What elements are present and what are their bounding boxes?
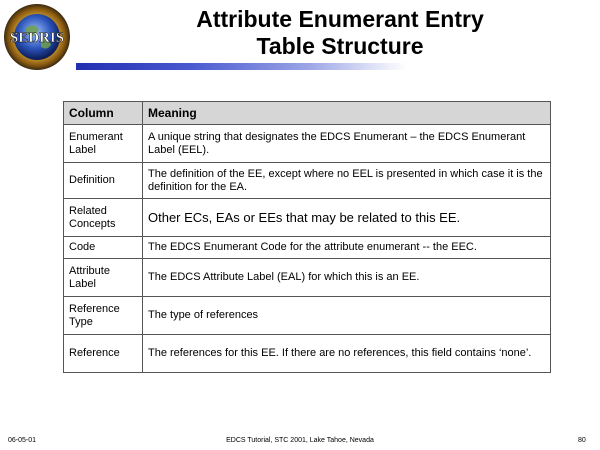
footer-date: 06-05-01 bbox=[8, 437, 37, 444]
page-number: 80 bbox=[578, 437, 586, 444]
globe-icon bbox=[3, 3, 71, 71]
table-row bbox=[64, 199, 551, 237]
enumerant-entry-table bbox=[63, 101, 551, 373]
row-column-cell: Definition bbox=[64, 163, 143, 199]
row-meaning-cell: The EDCS Attribute Label (EAL) for which this is an EE. bbox=[143, 259, 551, 297]
row-meaning-cell: The definition of the EE, except where no EEL is presented in which case it is the definition for the EA. bbox=[143, 163, 551, 199]
footer-event: EDCS Tutorial, STC 2001, Lake Tahoe, Nevada bbox=[226, 437, 374, 444]
row-meaning-cell: A unique string that designates the EDCS Enumerant – the EDCS Enumerant Label (EEL). bbox=[143, 125, 551, 163]
table-row bbox=[64, 125, 551, 163]
table-row bbox=[64, 335, 551, 373]
row-meaning-cell: The EDCS Enumerant Code for the attribute enumerant -- the EEC. bbox=[143, 237, 551, 259]
sedris-logo bbox=[3, 3, 71, 71]
row-column-cell: Reference Type bbox=[64, 297, 143, 335]
table-header-row bbox=[64, 102, 551, 125]
row-column-cell: Related Concepts bbox=[64, 199, 143, 237]
table-row bbox=[64, 237, 551, 259]
row-column-cell: Attribute Label bbox=[64, 259, 143, 297]
table-row bbox=[64, 259, 551, 297]
table-row bbox=[64, 163, 551, 199]
row-meaning-cell: Other ECs, EAs or EEs that may be related to this EE. bbox=[143, 199, 551, 237]
table-row bbox=[64, 297, 551, 335]
column-header: Column bbox=[64, 102, 143, 125]
title-line-2: Table Structure bbox=[256, 33, 424, 59]
title-underline bbox=[76, 63, 406, 70]
title-line-1: Attribute Enumerant Entry bbox=[196, 6, 484, 32]
meaning-header: Meaning bbox=[143, 102, 551, 125]
row-meaning-cell: The references for this EE. If there are no references, this field contains ‘none’. bbox=[143, 335, 551, 373]
slide-title bbox=[80, 6, 600, 60]
svg-text:SEDRIS: SEDRIS bbox=[9, 30, 65, 46]
row-meaning-cell: The type of references bbox=[143, 297, 551, 335]
row-column-cell: Reference bbox=[64, 335, 143, 373]
row-column-cell: Code bbox=[64, 237, 143, 259]
row-column-cell: Enumerant Label bbox=[64, 125, 143, 163]
